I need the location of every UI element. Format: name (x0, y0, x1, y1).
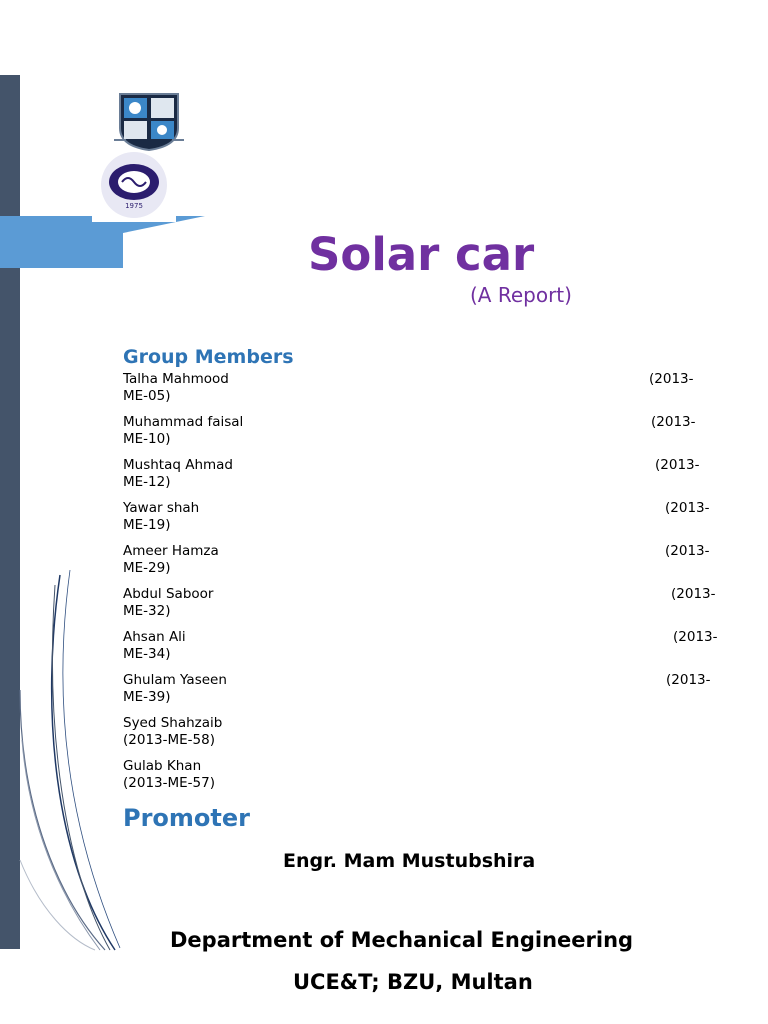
member-name: Gulab Khan (123, 758, 202, 774)
swoosh-decoration (0, 560, 130, 960)
member-item (123, 758, 215, 792)
member-name: Ahsan Ali (123, 629, 186, 645)
member-id: (2013- (651, 414, 696, 430)
member-id: (2013-ME-57) (123, 775, 215, 791)
member-id-continuation: ME-10) (123, 431, 171, 447)
member-item (123, 629, 718, 663)
university-seal-logo (92, 152, 176, 222)
report-subtitle: (A Report) (470, 283, 572, 307)
college-crest-logo (114, 90, 184, 152)
report-title: Solar car (308, 228, 535, 281)
seal-year: 1975 (125, 202, 143, 210)
member-id-continuation: ME-29) (123, 560, 171, 576)
member-id-continuation: ME-19) (123, 517, 171, 533)
promoter-name: Engr. Mam Mustubshira (283, 850, 536, 872)
member-name: Abdul Saboor (123, 586, 214, 602)
member-id: (2013- (665, 543, 710, 559)
member-id: (2013- (649, 371, 694, 387)
member-item (123, 543, 710, 577)
member-name: Syed Shahzaib (123, 715, 223, 731)
member-name: Ghulam Yaseen (123, 672, 227, 688)
member-name: Muhammad faisal (123, 414, 244, 430)
member-id: (2013- (666, 672, 711, 688)
member-name: Ameer Hamza (123, 543, 219, 559)
member-item (123, 457, 700, 491)
member-item (123, 371, 694, 405)
member-id: (2013- (673, 629, 718, 645)
member-item (123, 500, 710, 534)
member-id-continuation: ME-39) (123, 689, 171, 705)
member-id-continuation: ME-34) (123, 646, 171, 662)
promoter-heading: Promoter (123, 804, 250, 832)
member-name: Talha Mahmood (123, 371, 229, 387)
member-item (123, 586, 716, 620)
department-name: Department of Mechanical Engineering (170, 928, 634, 952)
member-item (123, 414, 696, 448)
member-id-continuation: ME-12) (123, 474, 171, 490)
member-id: (2013- (671, 586, 716, 602)
university-name: UCE&T; BZU, Multan (293, 970, 533, 994)
group-members-heading: Group Members (123, 346, 294, 368)
member-id: (2013- (655, 457, 700, 473)
member-id: (2013-ME-58) (123, 732, 215, 748)
member-name: Yawar shah (123, 500, 200, 516)
member-name: Mushtaq Ahmad (123, 457, 234, 473)
blue-tab-decoration (0, 216, 123, 268)
member-item (123, 715, 222, 749)
member-id: (2013- (665, 500, 710, 516)
member-id-continuation: ME-32) (123, 603, 171, 619)
member-id-continuation: ME-05) (123, 388, 171, 404)
member-item (123, 672, 711, 706)
